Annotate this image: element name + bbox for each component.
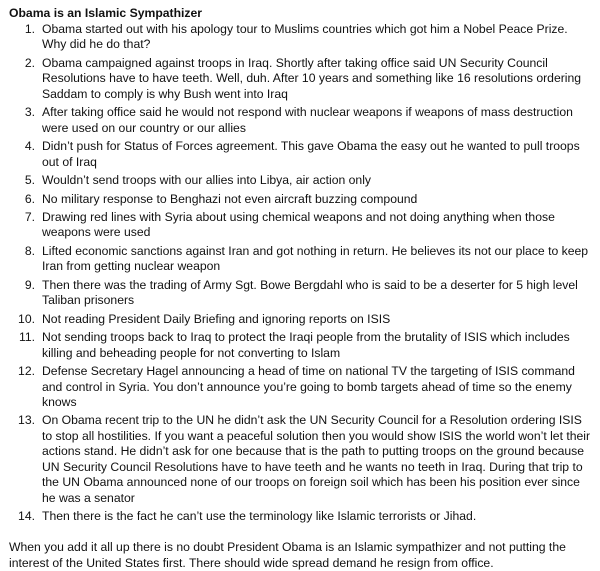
list-item: [9, 56, 592, 102]
item-text: Wouldn’t send troops with our allies into Libya, air action only: [42, 173, 372, 188]
list-item: [9, 192, 592, 207]
list-item: [9, 330, 592, 361]
item-text: Not reading President Daily Briefing and ignoring reports on ISIS: [42, 311, 391, 326]
list-item: [9, 210, 592, 241]
list-item: [9, 105, 592, 136]
item-number: 2.: [24, 55, 35, 70]
item-number: 5.: [24, 173, 35, 188]
item-number: 13.: [18, 413, 35, 428]
item-number: 6.: [24, 191, 35, 206]
list-item: [9, 139, 592, 170]
item-text: No military response to Benghazi not even aircraft buzzing compound: [42, 191, 418, 206]
item-number: 12.: [18, 364, 35, 379]
list-item: [9, 278, 592, 309]
item-text: On Obama recent trip to the UN he didn’t ask the UN Security Council for a Resolution ordering ISIS to stop all hostilities. If you want a peaceful solution then you would show ISIS the world won’t let their actions stand. He didn’t ask for one because that is the path to putting troops on the ground because UN Security Council Resolutions have to have teeth and he wants no teeth in Iraq. During that trip to the UN Obama announced none of our troops on foreign soil which has been his position ever since he was a senator: [42, 413, 591, 505]
item-text: Then there was the trading of Army Sgt. Bowe Bergdahl who is said to be a deserter for 5 high level Taliban prisoners: [42, 277, 578, 308]
list-item: [9, 413, 592, 505]
list-item: [9, 364, 592, 410]
item-number: 3.: [24, 105, 35, 120]
numbered-list: [9, 22, 592, 524]
list-item: [9, 22, 592, 53]
conclusion-paragraph: When you add it all up there is no doubt President Obama is an Islamic sympathizer and not putting the interest of the United States first. There should wide spread demand he resign from office.: [9, 540, 566, 570]
item-number: 8.: [24, 243, 35, 258]
list-item: [9, 244, 592, 275]
item-text: Lifted economic sanctions against Iran and got nothing in return. He believes its not our place to keep Iran from getting nuclear weapon: [42, 243, 589, 274]
item-text: Didn’t push for Status of Forces agreement. This gave Obama the easy out he wanted to pull troops out of Iraq: [42, 139, 580, 169]
item-text: Obama started out with his apology tour to Muslims countries which got him a Nobel Peace Prize. Why did he do that?: [42, 22, 568, 52]
item-number: 4.: [24, 139, 35, 154]
item-number: 1.: [24, 22, 35, 36]
list-item: [9, 509, 592, 524]
item-text: Obama campaigned against troops in Iraq. Shortly after taking office said UN Security Council Resolutions have to have teeth. Well, duh. After 10 years and something like 16 resolutions ordering Saddam to comply is why Bush went into Iraq: [42, 55, 582, 101]
item-number: 9.: [24, 277, 35, 292]
item-number: 7.: [24, 210, 35, 225]
list-item: [9, 312, 592, 327]
item-text: Then there is the fact he can’t use the terminology like Islamic terrorists or Jihad.: [42, 509, 477, 523]
item-text: Not sending troops back to Iraq to protect the Iraqi people from the brutality of ISIS which includes killing and beheading people for not converting to Islam: [42, 330, 570, 360]
document-title: Obama is an Islamic Sympathizer: [9, 6, 203, 20]
item-number: 10.: [18, 311, 35, 326]
item-text: Drawing red lines with Syria about using chemical weapons and not doing anything when those weapons were used: [42, 210, 555, 240]
item-number: 14.: [18, 509, 35, 523]
list-item: [9, 173, 592, 188]
item-text: Defense Secretary Hagel announcing a head of time on national TV the targeting of ISIS command and control in Syria. You don’t announce you’re going to bomb targets ahead of time so the enemy knows: [42, 364, 575, 409]
item-number: 11.: [18, 330, 35, 345]
item-text: After taking office said he would not respond with nuclear weapons if weapons of mass destruction were used on our country or our allies: [42, 105, 573, 135]
